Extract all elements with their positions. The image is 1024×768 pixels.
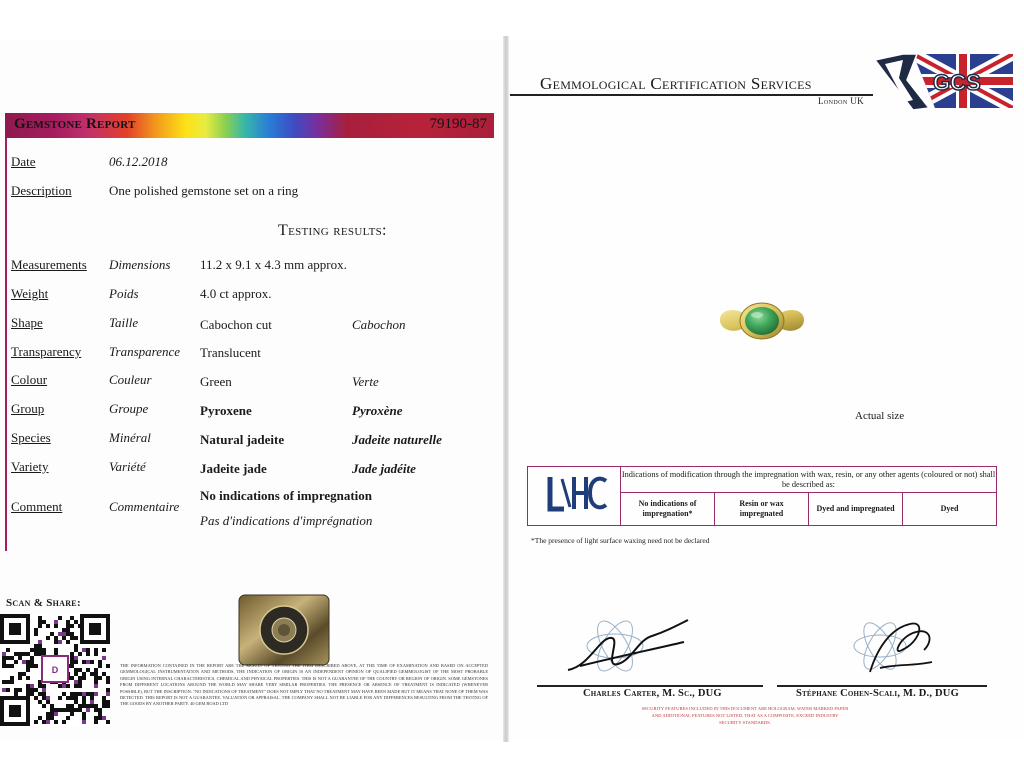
report-title: Gemstone Report — [14, 116, 136, 132]
signature-right — [840, 606, 950, 686]
lhc-table-header: Indications of modification through the impregnation with wax, resin, or any other agents (coloured or not) shall be described as: — [621, 467, 996, 493]
species-value-fr: Jadeite naturelle — [352, 432, 442, 447]
company-location: London UK — [818, 96, 865, 106]
jade-ring-image — [718, 294, 806, 348]
species-value: Natural jadeite — [200, 432, 285, 447]
lhc-impregnation-table — [527, 466, 997, 526]
lhc-cell-dyed: Dyed — [940, 504, 959, 513]
comment-label: Comment — [11, 499, 63, 514]
species-label: Species — [11, 430, 51, 445]
signer-left-name: Charles Carter, M. Sc., DUG — [583, 688, 722, 699]
svg-text:D: D — [51, 665, 59, 675]
gemstone-report-header-bar — [5, 113, 494, 138]
signature-left — [560, 606, 700, 686]
species-label-fr: Minéral — [109, 430, 151, 445]
left-accent-rule — [5, 138, 7, 551]
signer-right-name: Stéphane Cohen-Scali, M. D., DUG — [796, 688, 959, 699]
variety-label: Variety — [11, 459, 49, 474]
measurements-value: 11.2 x 9.1 x 4.3 mm approx. — [200, 257, 347, 272]
transparency-value: Translucent — [200, 345, 261, 360]
shape-value-fr: Cabochon — [352, 317, 406, 332]
colour-label: Colour — [11, 372, 48, 387]
logo-text: GCS — [933, 70, 981, 95]
measurements-label-fr: Dimensions — [109, 257, 171, 272]
lhc-logo — [528, 467, 621, 525]
variety-value: Jadeite jade — [200, 461, 267, 476]
variety-value-fr: Jade jadéite — [352, 461, 416, 476]
lhc-logo-icon — [528, 467, 621, 525]
comment-value-fr: Pas d'indications d'imprégnation — [200, 513, 373, 528]
shape-value: Cabochon cut — [200, 317, 272, 332]
shape-label: Shape — [11, 315, 43, 330]
transparency-label: Transparency — [11, 344, 82, 359]
group-label-fr: Groupe — [109, 401, 149, 416]
colour-value: Green — [200, 374, 232, 389]
colour-value-fr: Verte — [352, 374, 379, 389]
group-label: Group — [11, 401, 45, 416]
description-value: One polished gemstone set on a ring — [109, 183, 299, 198]
date-value: 06.12.2018 — [109, 154, 168, 169]
colour-label-fr: Couleur — [109, 372, 152, 387]
comment-label-fr: Commentaire — [109, 499, 180, 514]
transparency-label-fr: Transparence — [109, 344, 181, 359]
gcs-union-jack-logo — [873, 50, 1016, 113]
comment-value: No indications of impregnation — [200, 488, 373, 503]
qr-code-icon[interactable] — [0, 614, 110, 726]
lhc-cell-no-indications: No indications of impregnation* — [621, 493, 715, 525]
report-disclaimer: THE INFORMATION CONTAINED IN THE REPORT ARE THE RESULT OF TESTING THE ITEM DESCRIBED ABOVE, AT THE TIME OF EXAMINATION AND BASED ON ACCEPTED GEMMOLOGICAL INSTRUMENTATION AND METHODS. THE INDICATION OF ORIGIN IS AN INDEPENDENT OPINION OF QUALIFIED GEMMOLOGIST OF THE MOST PROBABLE ORIGIN USING INTERNAL CHARACTERISTICS, CHEMICAL AND PHYSICAL PROPERTIES. THIS IS NOT A GUARANTEE OF THE COUNTRY OR REGION OF ORIGIN. SOME GEMSTONES FROM DIFFERENT LOCATIONS AROUND THE WORLD MAY SHARE VERY SIMILAR PROPERTIES. THE PRESENCE OR ABSENCE OF TREATMENT IS INDICATED (WHENEVER POSSIBLE), BUT THE INSCRIPTION: "NO INDICATIONS OF TREATMENT" DOES NOT IMPLY THAT NO TREATMENT MAY HAVE BEEN MADE BUT IT MEANS THAT NONE OF THEM WAS DETECTED. THIS REPORT IS NOT A GUARANTEE, VALUATION OR APPRAISAL. THE COMPANY SHALL NOT BE LIABLE FOR ANY DIFFERENCES RESULTING FROM THE TESTING OF THE GOODS BY ANOTHER PARTY. 40 GEM ROAD LTD — [120, 663, 488, 707]
lhc-table-cells — [621, 493, 996, 525]
scan-share-label: Scan & Share: — [6, 597, 81, 609]
testing-results-heading: Testing results: — [278, 222, 387, 239]
lhc-cell-dyed-impregnated: Dyed and impregnated — [809, 493, 903, 525]
page-fold — [503, 36, 509, 742]
lhc-cell-resin-wax: Resin or wax impregnated — [715, 493, 809, 525]
group-value: Pyroxene — [200, 403, 252, 418]
security-features-note: SECURITY FEATURES INCLUDED IN THIS DOCUMENT ARE HOLOGRAM, WATER MARKED PAPER AND ADDITIONAL FEATURES NOT LISTED, THAT AS A COMPOSITE, EXCEED INDUSTRY SECURITY STANDARDS. — [641, 706, 849, 725]
weight-label: Weight — [11, 286, 49, 301]
measurements-label: Measurements — [11, 257, 87, 272]
company-name: Gemmological Certification Services — [540, 74, 812, 93]
group-value-fr: Pyroxène — [352, 403, 403, 418]
actual-size-caption: Actual size — [855, 410, 905, 422]
waxing-footnote: *The presence of light surface waxing need not be declared — [531, 536, 710, 545]
weight-value: 4.0 ct approx. — [200, 286, 272, 301]
signature-line-right — [777, 685, 987, 687]
weight-label-fr: Poids — [109, 286, 139, 301]
date-label: Date — [11, 154, 36, 169]
report-number: 79190-87 — [429, 116, 487, 132]
shape-label-fr: Taille — [109, 315, 139, 330]
doclock-hologram-seal — [238, 594, 330, 666]
description-label: Description — [11, 183, 72, 198]
signature-line-left — [537, 685, 763, 687]
variety-label-fr: Variété — [109, 459, 146, 474]
